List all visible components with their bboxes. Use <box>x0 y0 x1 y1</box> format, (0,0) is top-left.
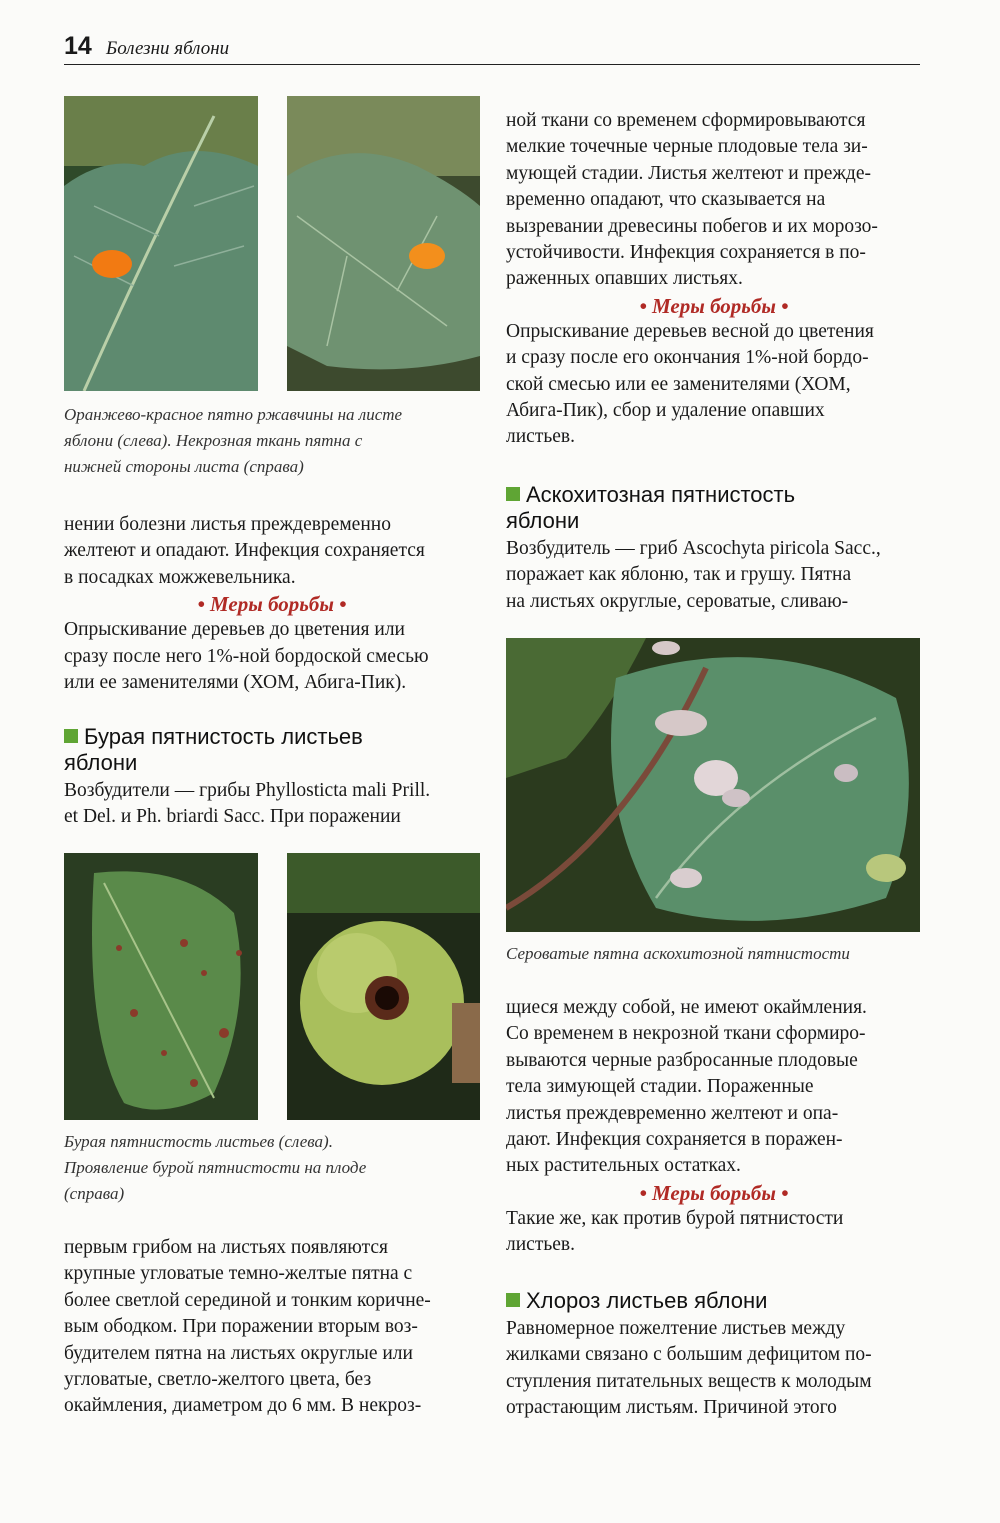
text-line: будителем пятна на листьях округлые или <box>64 1342 413 1364</box>
text-line: дают. Инфекция сохраняется в поражен- <box>506 1129 843 1151</box>
measures-heading: • Меры борьбы • <box>639 293 789 318</box>
running-title: Болезни яблони <box>106 38 230 59</box>
text-line: поражает как яблоню, так и грушу. Пятна <box>506 564 852 586</box>
section-title: яблони <box>506 508 580 533</box>
caption-line: (справа) <box>64 1184 125 1203</box>
text-line: устойчивости. Инфекция сохраняется в по- <box>506 242 866 264</box>
text-line: угловатые, светло-желтого цвета, без <box>64 1369 372 1391</box>
caption-rust <box>64 402 480 480</box>
caption-ascochyta <box>506 941 922 967</box>
text-line: окаймления, диаметром до 6 мм. В некроз- <box>64 1395 422 1417</box>
text-line: Возбудители — грибы Phyllosticta mali Prill. <box>64 780 431 801</box>
section-chlorosis <box>506 1288 922 1422</box>
text-line: Абига-Пик), сбор и удаление опавших <box>506 400 825 422</box>
text-line: на листьях округлые, сероватые, сливаю- <box>506 590 849 612</box>
page-header <box>64 32 920 65</box>
photo-ascochyta-leaf <box>506 638 920 932</box>
text-line: первым грибом на листьях появляются <box>64 1237 388 1258</box>
text-line: Опрыскивание деревьев весной до цветения <box>506 320 874 342</box>
section-square-icon <box>506 487 520 501</box>
measures-heading: • Меры борьбы • <box>197 592 347 617</box>
right-paragraph-4 <box>506 995 922 1259</box>
right-paragraph-1 <box>506 108 922 451</box>
caption-brown-spot <box>64 1129 480 1207</box>
text-line: более светлой серединой и тонким коричне- <box>64 1289 431 1311</box>
photo-rust-leaf-top <box>64 96 258 391</box>
caption-line: Бурая пятнистость листьев (слева). <box>64 1132 333 1151</box>
text-line: и сразу после его окончания 1%-ной бордо- <box>506 347 869 369</box>
text-line: мующей стадии. Листья желтеют и прежде- <box>506 162 872 184</box>
text-line: Равномерное пожелтение листьев между <box>506 1318 846 1339</box>
left-paragraph-4 <box>64 1235 480 1420</box>
text-line: временно опадают, что сказывается на <box>506 189 826 211</box>
photo-rust-leaf-underside <box>287 96 480 391</box>
text-line: вызревании древесины побегов и их морозо- <box>506 215 878 237</box>
text-line: ступления питательных веществ к молодым <box>506 1370 872 1392</box>
caption-line: Оранжево-красное пятно ржавчины на листе <box>64 405 403 424</box>
section-square-icon <box>506 1293 520 1307</box>
section-title: Хлороз листьев яблони <box>506 1288 922 1314</box>
text-line: щиеся между собой, не имеют окаймления. <box>506 997 867 1018</box>
text-line: в посадках можжевельника. <box>64 566 296 588</box>
photo-brown-spot-fruit <box>287 853 480 1120</box>
caption-line: Сероватые пятна аскохитозной пятнистости <box>506 944 850 963</box>
caption-line: Проявление бурой пятнистости на плоде <box>64 1158 367 1177</box>
measures-heading: • Меры борьбы • <box>639 1180 789 1205</box>
section-title: Аскохитозная пятнистость <box>506 482 922 508</box>
text-line: ных растительных остатках. <box>506 1155 741 1177</box>
text-line: вым ободком. При поражении вторым воз- <box>64 1316 418 1338</box>
section-square-icon <box>64 729 78 743</box>
text-line: отрастающим листьям. Причиной этого <box>506 1397 837 1419</box>
text-line: ной ткани со временем сформировываются <box>506 110 866 131</box>
section-brown-spot <box>64 724 480 831</box>
caption-line: нижней стороны листа (справа) <box>64 457 304 476</box>
left-paragraph-1 <box>64 512 480 696</box>
text-line: раженных опавших листьях. <box>506 268 743 290</box>
text-line: et Del. и Ph. briardi Sacc. При поражении <box>64 806 401 828</box>
text-line: Такие же, как против бурой пятнистости <box>506 1207 844 1229</box>
text-line: сразу после него 1%-ной бордоской смесью <box>64 645 429 667</box>
caption-line: яблони (слева). Некрозная ткань пятна с <box>64 431 363 450</box>
section-title: яблони <box>64 750 138 775</box>
text-line: листьев. <box>506 1234 575 1256</box>
text-line: Со временем в некрозной ткани сформиро- <box>506 1023 866 1045</box>
text-line: нении болезни листья преждевременно <box>64 514 391 535</box>
text-line: жилками связано с большим дефицитом по- <box>506 1344 872 1366</box>
text-line: Опрыскивание деревьев до цветения или <box>64 619 405 641</box>
page-number: 14 <box>64 32 92 60</box>
text-line: вываются черные разбросанные плодовые <box>506 1049 858 1071</box>
text-line: мелкие точечные черные плодовые тела зи- <box>506 136 868 158</box>
section-title: Бурая пятнистость листьев <box>64 724 480 750</box>
text-line: тела зимующей стадии. Пораженные <box>506 1076 814 1098</box>
text-line: листьев. <box>506 426 575 448</box>
text-line: Возбудитель — гриб Ascochyta piricola Sacc., <box>506 538 881 559</box>
text-line: желтеют и опадают. Инфекция сохраняется <box>64 540 425 562</box>
text-line: ской смесью или ее заменителями (ХОМ, <box>506 373 851 395</box>
photo-brown-spot-leaf <box>64 853 258 1120</box>
text-line: крупные угловатые темно-желтые пятна с <box>64 1263 413 1285</box>
text-line: или ее заменителями (ХОМ, Абига-Пик). <box>64 672 407 694</box>
section-ascochyta <box>506 482 922 615</box>
text-line: листья преждевременно желтеют и опа- <box>506 1102 839 1124</box>
